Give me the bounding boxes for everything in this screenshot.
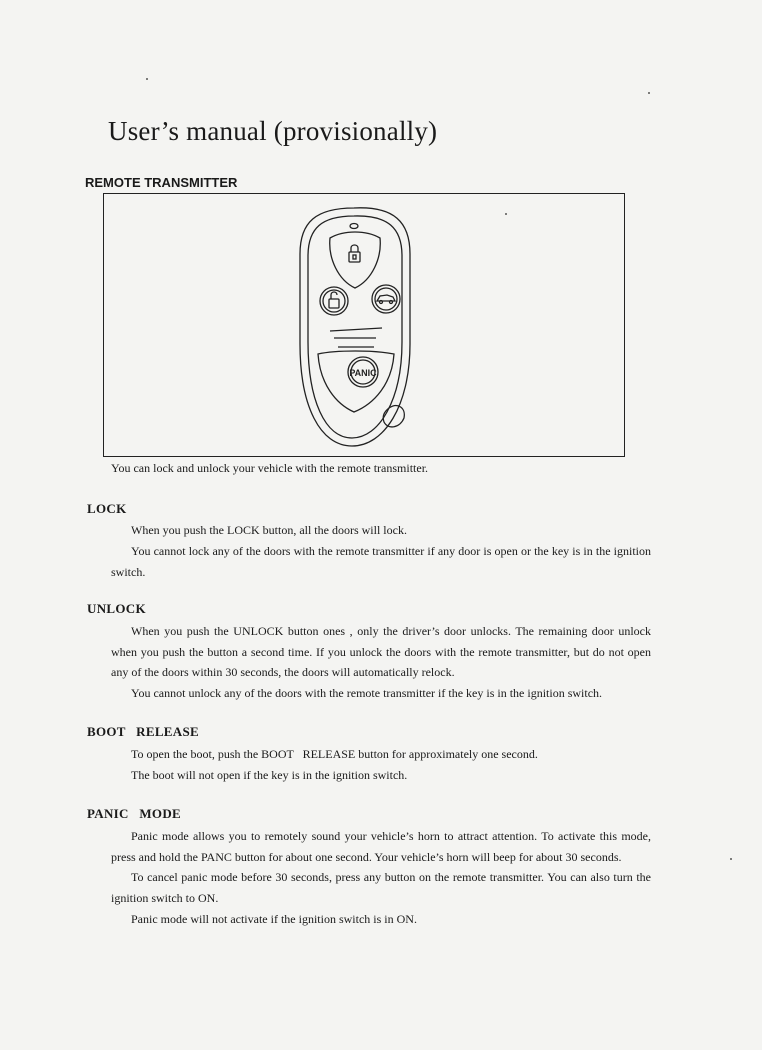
fob-outer-shell — [300, 208, 410, 446]
panic-mode-paragraph: To cancel panic mode before 30 seconds, press any button on the remote transmitter. You can also turn the ignition switch to ON. — [111, 870, 651, 905]
divider-line — [330, 328, 382, 331]
scan-speck — [505, 213, 507, 215]
remote-transmitter-heading: REMOTE TRANSMITTER — [85, 175, 238, 190]
boot-release-heading: BOOT RELEASE — [87, 724, 199, 739]
boot-release-paragraph: To open the boot, push the BOOT RELEASE button for approximately one second. — [131, 747, 538, 761]
key-ring-hole — [350, 224, 358, 229]
scan-speck — [648, 92, 650, 94]
lock-heading: LOCK — [87, 501, 127, 516]
boot-release-button — [372, 285, 400, 313]
car-boot-icon — [377, 295, 395, 304]
unlock-button — [320, 287, 348, 315]
lock-button — [330, 232, 381, 288]
unlock-paragraph: You cannot unlock any of the doors with the remote transmitter if the key is in the ignition switch. — [131, 686, 603, 700]
panic-mode-heading: PANIC MODE — [87, 806, 181, 821]
lock-paragraph: When you push the LOCK button, all the doors will lock. — [131, 523, 407, 537]
scan-speck — [146, 78, 148, 80]
figure-caption: You can lock and unlock your vehicle with the remote transmitter. — [111, 461, 429, 475]
unlock-heading: UNLOCK — [87, 601, 146, 616]
lock-paragraph: You cannot lock any of the doors with the remote transmitter if any door is open or the key is in the ignition switch. — [111, 544, 651, 579]
boot-release-paragraph: The boot will not open if the key is in the ignition switch. — [131, 768, 408, 782]
scan-speck — [730, 858, 732, 860]
lock-icon — [349, 245, 360, 262]
panic-mode-paragraph: Panic mode will not activate if the ignition switch is in ON. — [131, 912, 417, 926]
panic-button-label: PANIC — [349, 368, 377, 378]
key-fob-drawing — [104, 194, 626, 458]
fob-inner-shell — [308, 216, 402, 438]
page-title: User’s manual (provisionally) — [108, 116, 438, 146]
unlock-paragraph: When you push the UNLOCK button ones , only the driver’s door unlocks. The remaining door unlock when you push the button a second time. If you unlock the doors with the remote transmitter, but do not open any of the doors within 30 seconds, the doors will automatically relock. — [111, 624, 651, 679]
remote-transmitter-figure — [103, 193, 625, 457]
unlock-icon — [329, 292, 339, 308]
panic-mode-paragraph: Panic mode allows you to remotely sound your vehicle’s horn to attract attention. To activate this mode, press and hold the PANC button for about one second. Your vehicle’s horn will beep for about 30 seconds. — [111, 829, 651, 864]
